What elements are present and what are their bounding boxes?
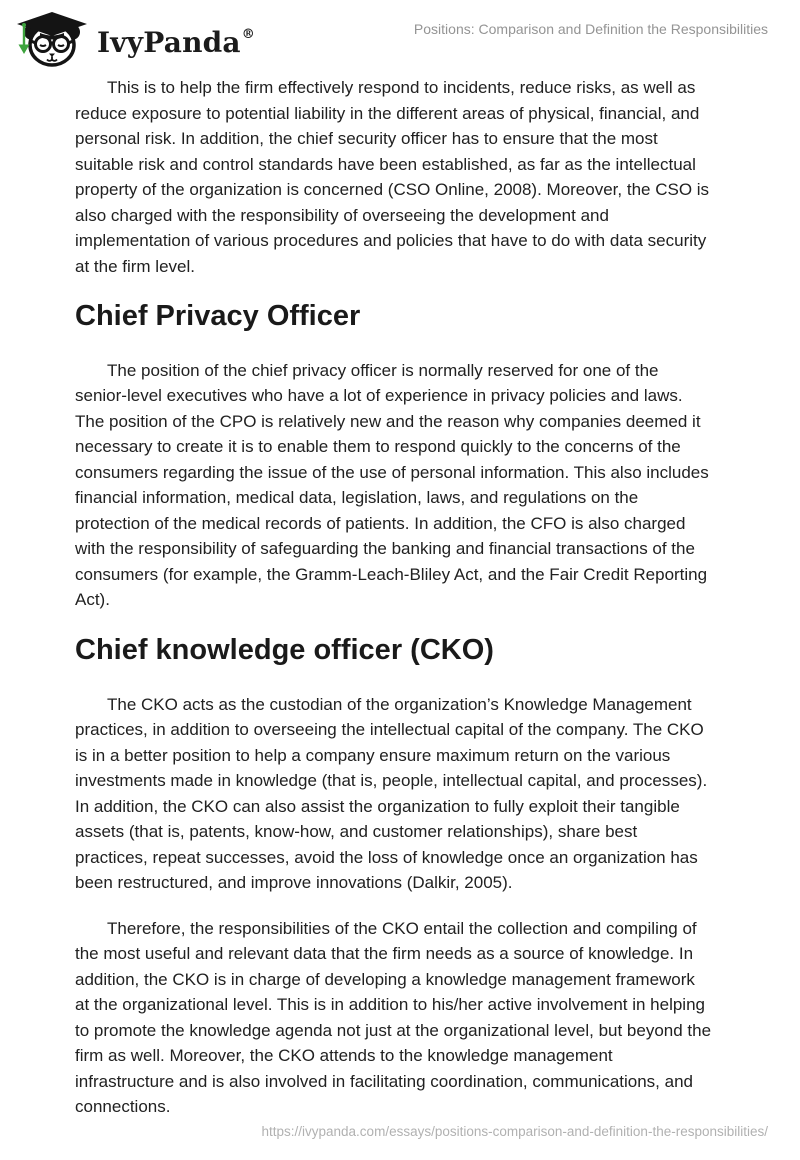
ivypanda-brand: [14, 8, 255, 70]
heading-chief-knowledge-officer: Chief knowledge officer (CKO): [75, 633, 494, 666]
paragraph-chief-privacy-officer: The position of the chief privacy officer is normally reserved for one of the senior-level executives who have a lot of experience in privacy policies and laws. The position of the CPO is relatively new and the reason why companies deemed it necessary to create it is to enable them to respond quickly to the concerns of the consumers regarding the issue of the use of personal information. This also includes financial information, medical data, legislation, laws, and regulations on the protection of the medical records of patients. In addition, the CFO is also charged with the responsibility of safeguarding the banking and financial transactions of the consumers (for example, the Gramm-Leach-Bliley Act, and the Fair Credit Reporting Act).: [75, 360, 709, 610]
heading-chief-privacy-officer: Chief Privacy Officer: [75, 300, 361, 332]
registered-mark: ®: [241, 27, 255, 42]
page-footer: [0, 1123, 768, 1141]
source-url-link[interactable]: https://ivypanda.com/essays/positions-comparison-and-definition-the-responsibilities/: [261, 1124, 768, 1139]
paragraph-chief-knowledge-officer-2: Therefore, the responsibilities of the CKO entail the collection and compiling of the most useful and relevant data that the firm needs as a source of knowledge. In addition, the CKO is in charge of developing a knowledge management framework at the organizational level. This is in addition to his/her active involvement in helping to promote the knowledge agenda not just at the organizational level, but beyond the firm as well. Moreover, the CKO attends to the knowledge management infrastructure and is also involved in facilitating coordination, communications, and connections.: [75, 918, 712, 1117]
paragraph-chief-knowledge-officer-1: The CKO acts as the custodian of the organization’s Knowledge Management practices, in addition to overseeing the intellectual capital of the company. The CKO is in a better position to help a company ensure maximum return on the various investments made in knowledge (that is, people, intellectual capital, and processes). In addition, the CKO can also assist the organization to fully exploit their tangible assets (that is, patents, know-how, and customer relationships), share best practices, repeat successes, avoid the loss of knowledge once an organization has been restructured, and improve innovations (Dalkir, 2005).: [75, 694, 708, 893]
essay-body: [0, 70, 800, 1120]
paragraph-cso-responsibilities: This is to help the firm effectively respond to incidents, reduce risks, as well as reduce exposure to potential liability in the different areas of physical, financial, and personal risk. In addition, the chief security officer has to ensure that the most suitable risk and control standards have been established, as far as the intellectual property of the organization is concerned (CSO Online, 2008). Moreover, the CSO is also charged with the responsibility of overseeing the development and implementation of various procedures and policies that have to do with data security at the firm level.: [75, 78, 710, 276]
document-title: Positions: Comparison and Definition the Responsibilities: [413, 21, 768, 37]
page-header: [0, 0, 800, 70]
brand-name: IvyPanda®: [97, 26, 255, 59]
panda-graduate-logo-icon: [14, 11, 90, 67]
